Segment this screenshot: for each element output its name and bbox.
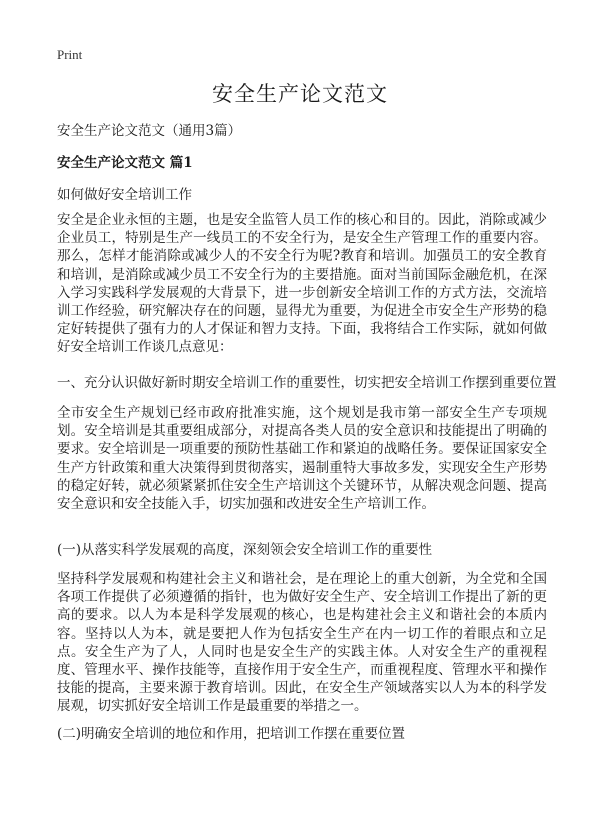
document-title: 安全生产论文范文: [212, 82, 388, 106]
print-label: Print: [57, 47, 83, 62]
document-subtitle: 安全生产论文范文（通用3篇）: [57, 123, 242, 139]
section-title: 安全生产论文范文 篇1: [57, 155, 193, 171]
paragraph-intro: 安全是企业永恒的主题，也是安全监管人员工作的核心和目的。因此，消除或减少企业员工，特别是生产一线员工的不安全行为，是安全生产管理工作的重要内容。那么，怎样才能消除或减少人的不安全行为呢?教育和培训。加强员工的安全教育和培训，是消除或减少员工不安全行为的主要措施。面对当前国际金融危机，在深入学习实践科学发展观的大背景下，进一步创新安全培训工作的方式方法，交流培训工作经验，研究解决存在的问题，显得尤为重要，为促进全市安全生产形势的稳定好转提供了强有力的人才保证和智力支持。下面，我将结合工作实际，就如何做好安全培训工作谈几点意见：: [57, 212, 547, 356]
topic-line: 如何做好安全培训工作: [57, 187, 192, 203]
heading-section-one: 一、充分认识做好新时期安全培训工作的重要性，切实把安全培训工作摆到重要位置: [57, 375, 557, 391]
paragraph-scientific-development: 坚持科学发展观和构建社会主义和谐社会，是在理论上的重大创新，为全党和全国各项工作提供了必须遵循的指针，也为做好安全生产、安全培训工作提出了新的更高的要求。以人为本是科学发展观的核心，也是构建社会主义和谐社会的本质内容。坚持以人为本，就是要把人作为包括安全生产在内一切工作的着眼点和立足点。安全生产为了人，人同时也是安全生产的实践主体。人对安全生产的重视程度、管理水平、操作技能等，直接作用于安全生产，而重视程度、管理水平和操作技能的提高，主要来源于教育培训。因此，在安全生产领域落实以人为本的科学发展观，切实抓好安全培训工作是最重要的举措之一。: [57, 571, 547, 715]
paragraph-plan: 全市安全生产规划已经市政府批准实施，这个规划是我市第一部安全生产专项规划。安全培训是其重要组成部分，对提高各类人员的安全意识和技能提出了明确的要求。安全培训是一项重要的预防性基础工作和紧迫的战略任务。要保证国家安全生产方针政策和重大决策得到贯彻落实，遏制重特大事故多发，实现安全生产形势的稳定好转，就必须紧紧抓住安全生产培训这个关键环节，从解决观念问题、提高安全意识和安全技能入手，切实加强和改进安全生产培训工作。: [57, 405, 547, 513]
heading-subsection-two: (二)明确安全培训的地位和作用，把培训工作摆在重要位置: [57, 726, 406, 742]
heading-subsection-one: (一)从落实科学发展观的高度，深刻领会安全培训工作的重要性: [57, 542, 433, 558]
